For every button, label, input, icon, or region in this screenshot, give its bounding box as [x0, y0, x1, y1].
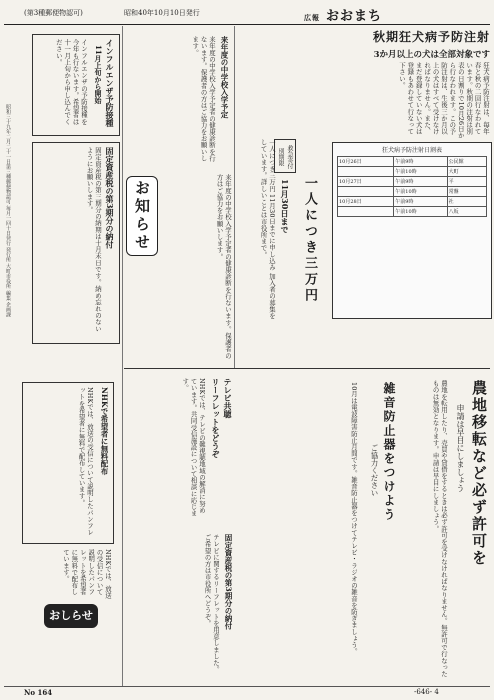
masthead-label: 広報: [304, 13, 320, 22]
table-row: [338, 197, 487, 207]
rabies-subtitle: 3か月以上の犬は全部対象です: [373, 50, 490, 60]
nhk-box: [22, 382, 114, 544]
noise-subtitle: ご協力ください: [370, 444, 379, 497]
notice-badge: お知らせ: [126, 176, 158, 256]
masthead: [304, 5, 382, 24]
rabies-body: 狂犬病予防注射は、毎年春と秋の二回行なわれています。秋期の注射は別表の日割りで10月26日から行なわれます。この予防注射は、生後三か月以上の犬はすべて受けなければなりません。また、まだ登録していない犬は登録もあわせて行なって下さい。: [397, 62, 490, 139]
table-cell: 午前10時: [394, 167, 447, 177]
school-body-continued: 来年度の中学校入学予定者の健康診断を行ないます。保護者の方はご協力をお願いします。: [215, 174, 232, 359]
tax-box: [32, 142, 120, 344]
issue-date: 昭和40年10月10日発行: [124, 9, 200, 17]
table-row: [338, 207, 487, 217]
campaign-body: 一人につき三万円 11月30日までに申し込み 加入者の募集をしています。詳しいことは市役所まで。: [259, 139, 276, 319]
campaign-tag: [274, 139, 296, 173]
influenza-subtitle: 11月上旬から開始: [94, 45, 103, 104]
schedule-grid: [337, 156, 487, 217]
farmland-subtitle: 申請は早目にしましょう: [456, 404, 465, 492]
table-cell: 大町: [447, 167, 486, 177]
noise-title: 雑音防止器をつけよう: [382, 382, 396, 522]
tax-body: 固定資産税の第三期分の納期は十月末日です。納め忘れのないようにお願いします。: [85, 147, 102, 332]
nhk-body: NHKでは、放送の受信について説明したパンフレットを希望者に無料で配布しています。: [77, 387, 94, 536]
tv-title: テレビ共聴: [223, 378, 233, 418]
farmland-body: 農地を転用したり、売買や貸借をするときは必ず許可を受けなければなりません。無許可で行なったものは無効となります。申請は早目にしましょう。: [431, 380, 448, 677]
table-cell: [338, 207, 394, 217]
table-caption: 狂犬病予防注射日割表: [381, 147, 442, 154]
table-cell: 平: [447, 177, 486, 187]
footer: [4, 686, 490, 697]
page-number: -646- 4: [414, 688, 439, 696]
influenza-title: インフルエンザ予防接種: [105, 39, 115, 127]
campaign-dates: 11月30日まで: [280, 179, 290, 234]
table-cell: 午前10時: [394, 187, 447, 197]
table-cell: 社: [447, 197, 486, 207]
campaign-tag-text: 救急寄付 別期限: [277, 145, 293, 171]
issue-number: No 164: [24, 688, 53, 697]
influenza-body: インフルエンザの予防接種を今年も行ないます。希望者は十一月上旬から申し込んでください。: [54, 39, 88, 125]
table-row: [338, 157, 487, 167]
newspaper-page: [4, 4, 490, 696]
table-cell: 10月28日: [338, 197, 394, 207]
header: [4, 4, 490, 25]
table-cell: 公民館: [447, 157, 486, 167]
school-body: 来年度の中学校入学予定者の健康診断を行ないます。保護者の方はご協力をお願いします。: [191, 36, 216, 162]
tax-title: 固定資産税の第3期分の納付: [105, 147, 115, 249]
table-row: [338, 167, 487, 177]
farmland-article: [402, 374, 490, 684]
table-row: [338, 187, 487, 197]
campaign-headline: 一人につき三万円: [302, 176, 317, 304]
table-cell: 午前9時: [394, 197, 447, 207]
rabies-heading: [304, 28, 490, 62]
table-cell: 八坂: [447, 207, 486, 217]
table-cell: 10月27日: [338, 177, 394, 187]
school-article: [124, 34, 232, 169]
nhk-title: NHKで希望者に無料配布: [100, 387, 109, 475]
rabies-schedule-table: [332, 142, 492, 319]
masthead-title: おおまち: [326, 9, 383, 24]
school-title: 来年度の中学校入学予定: [220, 36, 229, 119]
column-rule: [122, 26, 123, 686]
table-cell: [338, 167, 394, 177]
table-cell: 午前10時: [394, 207, 447, 217]
noise-article: [240, 374, 400, 684]
rabies-title: 秋期狂犬病予防注射: [372, 30, 490, 44]
leaflet-title: リーフレットをどうぞ: [211, 378, 221, 458]
table-cell: 午前9時: [394, 157, 447, 167]
leaflet-body: テレビに関するリーフレットを用意しました。ご希望の方は市役所へどうぞ。: [203, 534, 220, 673]
nhk-body-continued: NHKでは、放送の受信について説明したパンフレットを希望者に無料で配布しています。: [61, 549, 112, 599]
postal-permit-note: (第3種郵便物認可): [24, 9, 83, 17]
publication-note: 昭和三十九年二月二十一日第三種郵便物認可 毎月一回十日発行 発行所 大町市役所 編集 企画課: [5, 104, 11, 317]
noise-body: 10月は電波障害防止月間です。雑音防止器をつけてテレビ・ラジオの雑音を防ぎましょう。: [350, 382, 358, 655]
column-rule: [234, 26, 235, 368]
tv-body: NHKでは、テレビの難視聴地域の解消に努めています。共同受信施設について相談に応じます。: [181, 378, 206, 517]
table-cell: 常盤: [447, 187, 486, 197]
farmland-title: 農地移転など必ず許可を: [470, 380, 488, 567]
section-divider: [124, 368, 490, 369]
table-cell: 10月26日: [338, 157, 394, 167]
table-row: [338, 177, 487, 187]
table-cell: 午前9時: [394, 177, 447, 187]
influenza-box: [32, 34, 120, 136]
tv-article: [124, 374, 236, 684]
table-cell: [338, 187, 394, 197]
bottom-notice-badge: おしらせ: [44, 604, 98, 628]
tax-notice-title: 固定資産税の第3期分の納付: [224, 534, 233, 630]
